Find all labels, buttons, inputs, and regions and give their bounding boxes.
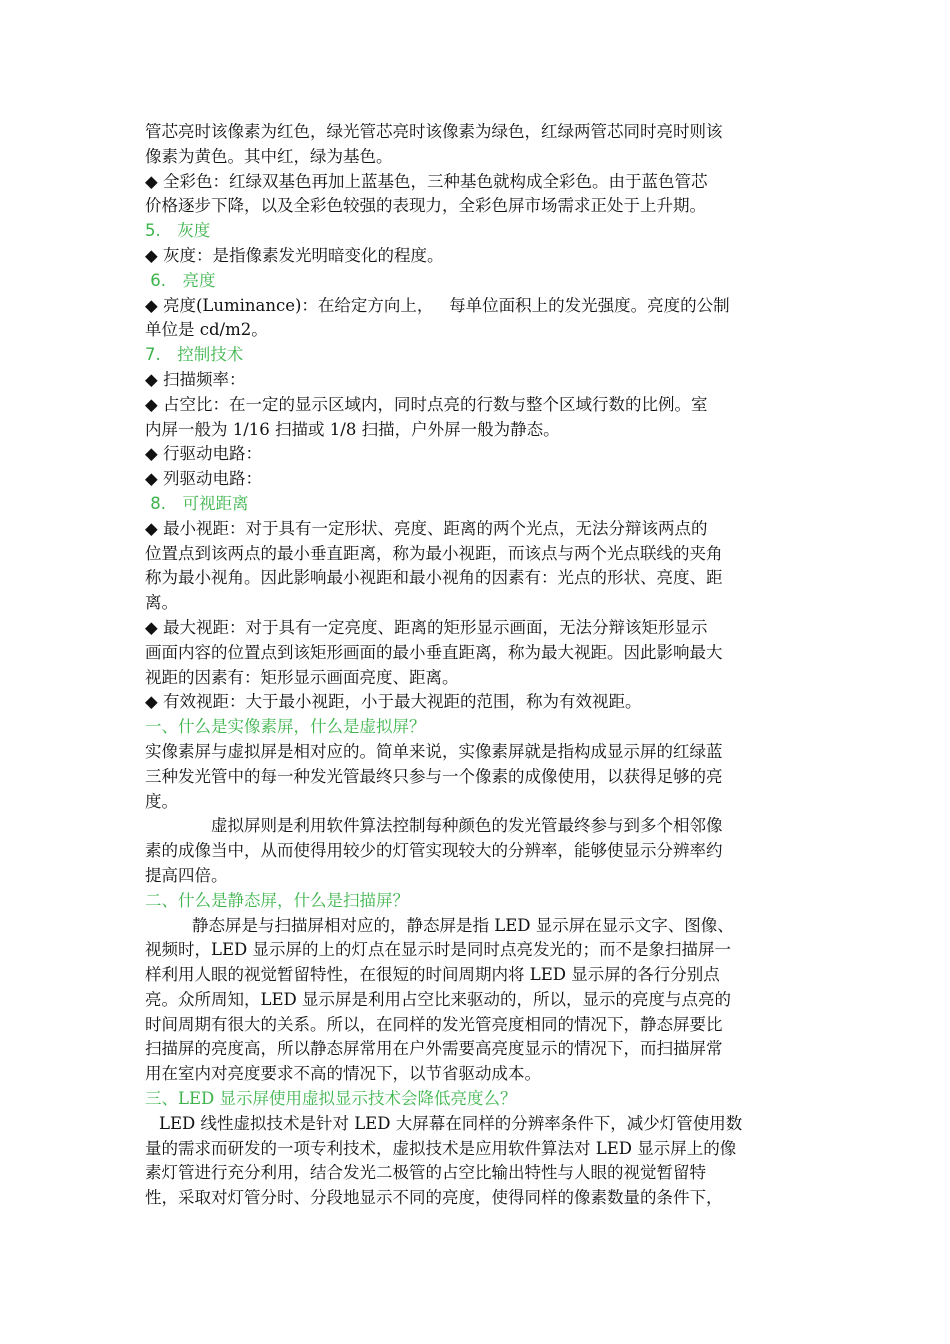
text-line: 量的需求而研发的一项专利技术，虚拟技术是应用软件算法对 LED 显示屏上的像 [145, 1138, 737, 1158]
text-line: 画面内容的位置点到该矩形画面的最小垂直距离，称为最大视距。因此影响最大 [145, 642, 723, 662]
text-line: 性，采取对灯管分时、分段地显示不同的亮度，使得同样的像素数量的条件下， [145, 1188, 723, 1208]
text-line: 实像素屏与虚拟屏是相对应的。简单来说，实像素屏就是指构成显示屏的红绿蓝 [145, 741, 723, 761]
text-line: 时间周期有很大的关系。所以，在同样的发光管亮度相同的情况下，静态屏要比 [145, 1014, 723, 1034]
text-line: 视距的因素有：矩形显示画面亮度、距离。 [145, 667, 459, 687]
text-line: 素的成像当中，从而使得用较少的灯管实现较大的分辨率，能够使显示分辨率约 [145, 841, 723, 861]
bullet-line: ◆ 有效视距：大于最小视距，小于最大视距的范围，称为有效视距。 [145, 690, 817, 715]
text-line: 样利用人眼的视觉暂留特性，在很短的时间周期内将 LED 显示屏的各行分别点 [145, 965, 720, 985]
text-line: LED 线性虚拟技术是针对 LED 大屏幕在同样的分辨率条件下，减少灯管使用数 [159, 1113, 743, 1133]
question-heading: 三、LED 显示屏使用虚拟显示技术会降低亮度么？ [145, 1089, 517, 1109]
section-heading: 6. 亮度 [145, 270, 216, 290]
text-line: 视频时，LED 显示屏的上的灯点在显示时是同时点亮发光的；而不是象扫描屏一 [145, 940, 731, 960]
bullet-line: ◆ 最大视距：对于具有一定亮度、距离的矩形显示画面，无法分辩该矩形显示 [145, 616, 817, 641]
question-heading: 一、什么是实像素屏，什么是虚拟屏？ [145, 717, 426, 737]
section-heading: 5. 灰度 [145, 221, 211, 241]
bullet-line: ◆ 扫描频率： [145, 368, 817, 393]
text-line: 用在室内对亮度要求不高的情况下，以节省驱动成本。 [145, 1064, 541, 1084]
section-heading: 8. 可视距离 [145, 493, 249, 513]
bullet-line: ◆ 列驱动电路： [145, 467, 817, 492]
text-line: 像素为黄色。其中红，绿为基色。 [145, 146, 393, 166]
text-line: 静态屏是与扫描屏相对应的，静态屏是指 LED 显示屏在显示文字、图像、 [192, 915, 734, 935]
bullet-line: ◆ 全彩色：红绿双基色再加上蓝基色，三种基色就构成全彩色。由于蓝色管芯 [145, 170, 817, 195]
text-line: 内屏一般为 1/16 扫描或 1/8 扫描，户外屏一般为静态。 [145, 419, 560, 439]
bullet-line: ◆ 占空比：在一定的显示区域内，同时点亮的行数与整个区域行数的比例。室 [145, 393, 817, 418]
text-line: 度。 [145, 791, 178, 811]
text-line: 称为最小视角。因此影响最小视距和最小视角的因素有：光点的形状、亮度、距 [145, 568, 723, 588]
text-line: 三种发光管中的每一种发光管最终只参与一个像素的成像使用，以获得足够的亮 [145, 766, 723, 786]
text-line: 素灯管进行充分利用，结合发光二极管的占空比输出特性与人眼的视觉暂留特 [145, 1163, 706, 1183]
text-line: 虚拟屏则是利用软件算法控制每种颜色的发光管最终参与到多个相邻像 [211, 816, 723, 836]
document-page [145, 120, 817, 1211]
text-line: 价格逐步下降，以及全彩色较强的表现力，全彩色屏市场需求正处于上升期。 [145, 196, 706, 216]
text-line: 单位是 cd/m2。 [145, 320, 268, 340]
text-line: 管芯亮时该像素为红色，绿光管芯亮时该像素为绿色，红绿两管芯同时亮时则该 [145, 122, 723, 141]
text-line: 提高四倍。 [145, 865, 228, 885]
bullet-line: ◆ 最小视距：对于具有一定形状、亮度、距离的两个光点，无法分辩该两点的 [145, 517, 817, 542]
question-heading: 二、什么是静态屏，什么是扫描屏？ [145, 890, 409, 910]
section-heading: 7. 控制技术 [145, 345, 244, 365]
text-line: 位置点到该两点的最小垂直距离，称为最小视距，而该点与两个光点联线的夹角 [145, 543, 723, 563]
text-line: 亮。众所周知，LED 显示屏是利用占空比来驱动的，所以，显示的亮度与点亮的 [145, 989, 731, 1009]
bullet-line: ◆ 灰度：是指像素发光明暗变化的程度。 [145, 244, 817, 269]
text-line: 扫描屏的亮度高，所以静态屏常用在户外需要高亮度显示的情况下，而扫描屏常 [145, 1039, 723, 1059]
bullet-line: ◆ 亮度(Luminance)：在给定方向上， 每单位面积上的发光强度。亮度的公制 [145, 294, 817, 319]
text-line: 离。 [145, 593, 178, 613]
bullet-line: ◆ 行驱动电路： [145, 442, 817, 467]
